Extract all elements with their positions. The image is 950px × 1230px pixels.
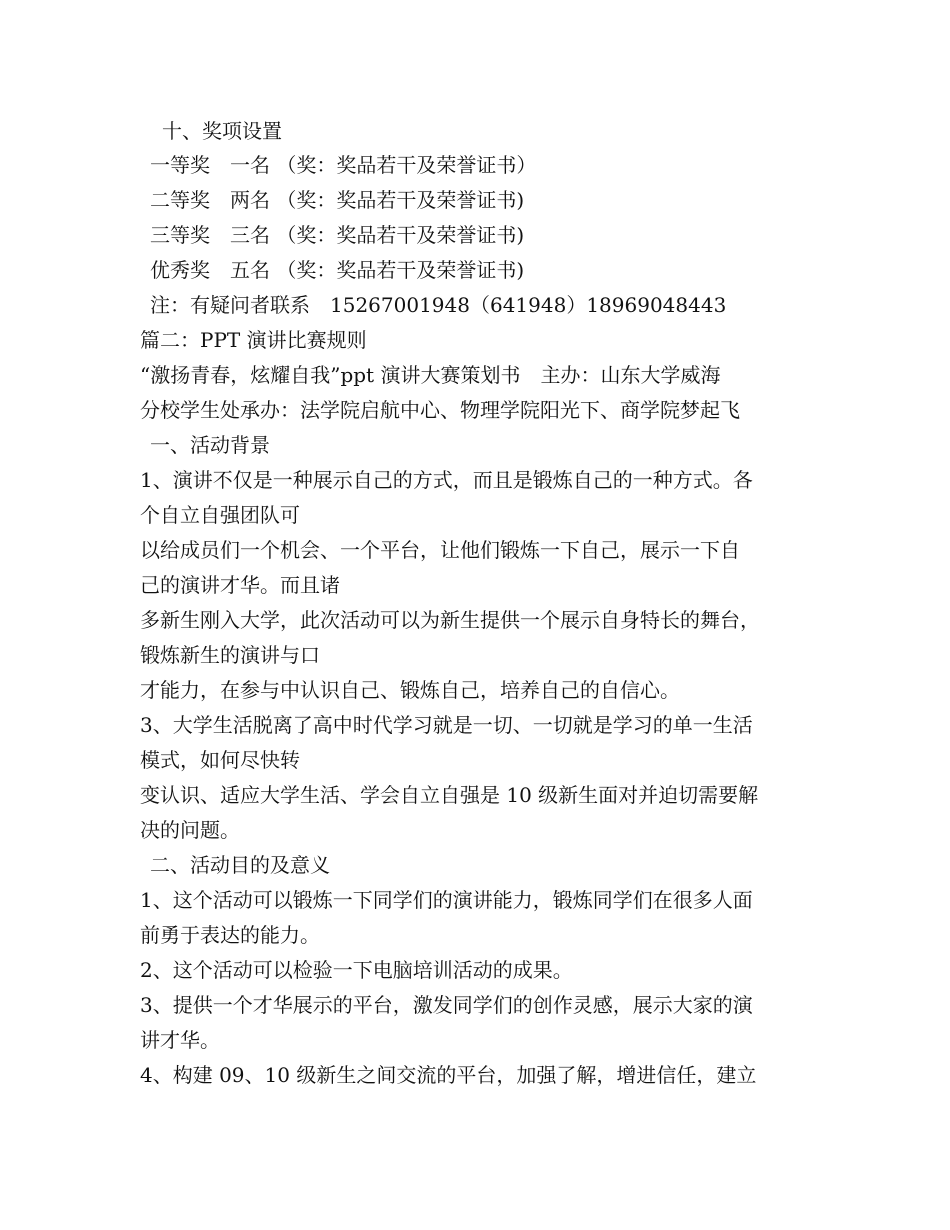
award-line: 二等奖 两名 （奖：奖品若干及荣誉证书) bbox=[150, 188, 525, 212]
section2-line: 前勇于表达的能力。 bbox=[140, 923, 320, 947]
contact-note: 注：有疑问者联系 15267001948（641948）18969048443 bbox=[150, 293, 727, 317]
part2-title: 篇二：PPT 演讲比赛规则 bbox=[140, 328, 367, 352]
section2-line: 4、构建 09、10 级新生之间交流的平台，加强了解，增进信任，建立 bbox=[140, 1063, 757, 1087]
section2-line: 3、提供一个才华展示的平台，激发同学们的创作灵感，展示大家的演 bbox=[140, 993, 753, 1017]
awards-heading: 十、奖项设置 bbox=[162, 119, 282, 143]
award-line: 优秀奖 五名 （奖：奖品若干及荣誉证书) bbox=[150, 258, 525, 282]
section1-line: 才能力，在参与中认识自己、锻炼自己，培养自己的自信心。 bbox=[140, 678, 680, 702]
section1-line: 多新生刚入大学，此次活动可以为新生提供一个展示自身特长的舞台， bbox=[140, 608, 760, 632]
section2-line: 讲才华。 bbox=[140, 1028, 220, 1052]
section2-heading: 二、活动目的及意义 bbox=[150, 853, 330, 877]
section1-line: 以给成员们一个机会、一个平台，让他们锻炼一下自己，展示一下自 bbox=[140, 538, 740, 562]
section1-line: 3、大学生活脱离了高中时代学习就是一切、一切就是学习的单一生活 bbox=[140, 713, 753, 737]
award-line: 三等奖 三名 （奖：奖品若干及荣誉证书) bbox=[150, 223, 525, 247]
section1-line: 己的演讲才华。而且诸 bbox=[140, 573, 340, 597]
section1-heading: 一、活动背景 bbox=[150, 433, 270, 457]
section1-line: 变认识、适应大学生活、学会自立自强是 10 级新生面对并迫切需要解 bbox=[140, 783, 759, 807]
section2-line: 1、这个活动可以锻炼一下同学们的演讲能力，锻炼同学们在很多人面 bbox=[140, 888, 753, 912]
award-line: 一等奖 一名 （奖：奖品若干及荣誉证书） bbox=[150, 153, 537, 177]
part2-intro-line: 分校学生处承办：法学院启航中心、物理学院阳光下、商学院梦起飞 bbox=[140, 398, 740, 422]
section1-line: 个自立自强团队可 bbox=[140, 503, 300, 527]
section1-line: 模式，如何尽快转 bbox=[140, 748, 300, 772]
section1-line: 决的问题。 bbox=[140, 818, 240, 842]
section1-line: 锻炼新生的演讲与口 bbox=[140, 643, 320, 667]
part2-intro-line: “激扬青春，炫耀自我”ppt 演讲大赛策划书 主办：山东大学威海 bbox=[140, 363, 721, 387]
section1-line: 1、演讲不仅是一种展示自己的方式，而且是锻炼自己的一种方式。各 bbox=[140, 468, 753, 492]
section2-line: 2、这个活动可以检验一下电脑培训活动的成果。 bbox=[140, 958, 573, 982]
